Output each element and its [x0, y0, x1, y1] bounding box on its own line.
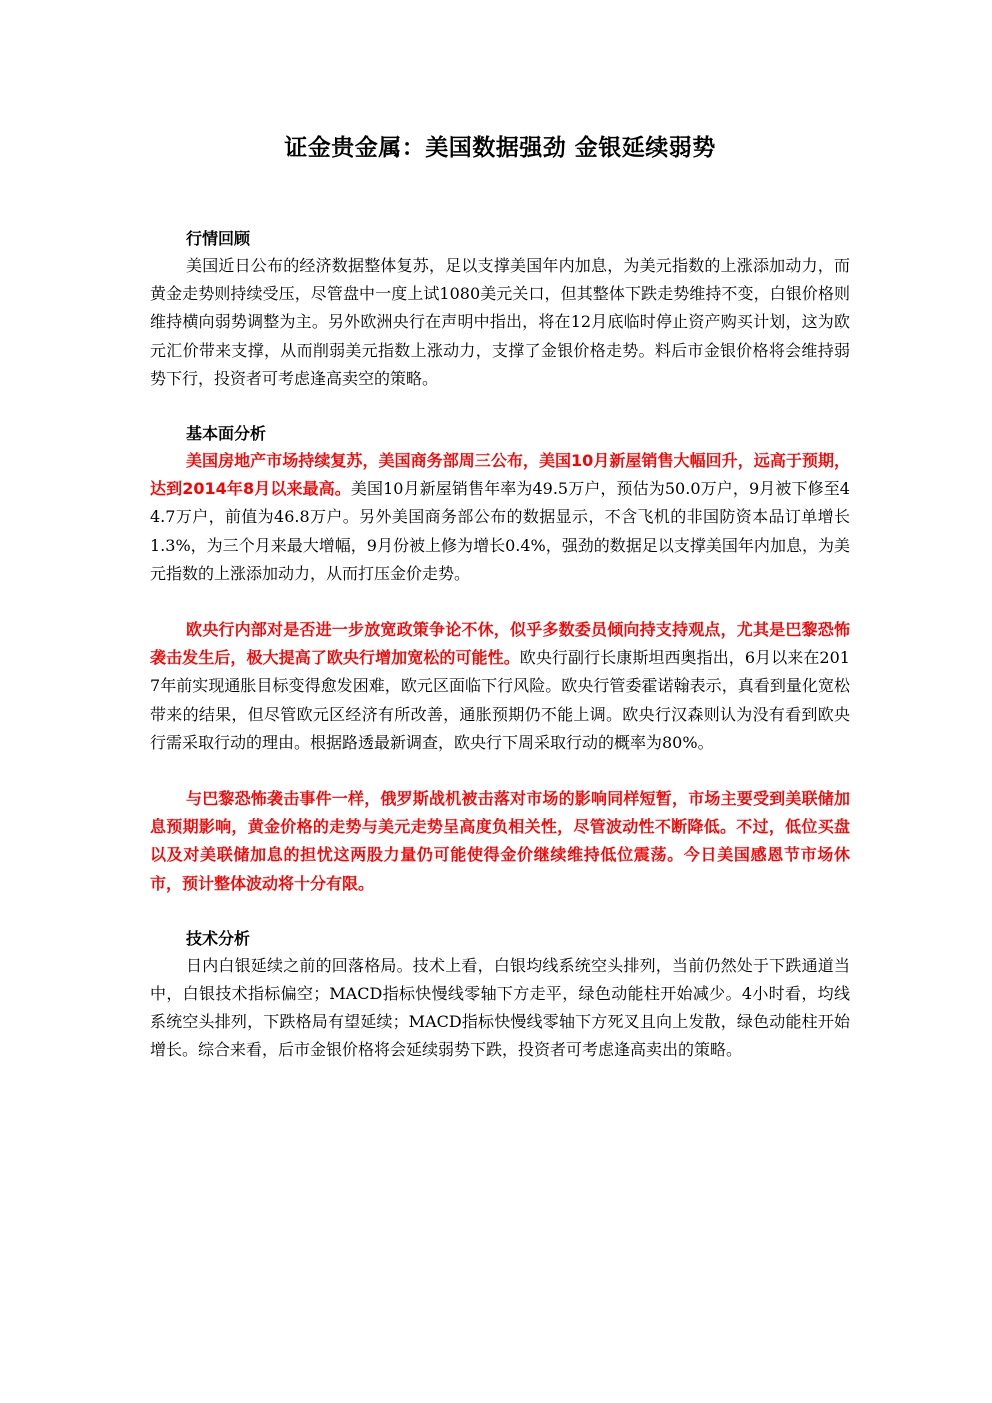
paragraph-highlight: 美国房地产市场持续复苏，美国商务部周三公布，美国10月新屋销售大幅回升，远高于预期，达到2014年8月以来最高。 [150, 451, 850, 499]
paragraph [150, 616, 850, 757]
paragraph-text: 欧央行副行长康斯坦西奥指出，6月以来在2017年前实现通胀目标变得愈发困难，欧元区面临下行风险。欧央行管委霍诺翰表示，真看到量化宽松带来的结果，但尽管欧元区经济有所改善，通胀预期仍不能上调。欧央行汉森则认为没有看到欧央行需采取行动的理由。根据路透最新调查，欧央行下周采取行动的概率为80%。 [150, 648, 850, 752]
paragraph-highlight: 欧央行内部对是否进一步放宽政策争论不休，似乎多数委员倾向持支持观点，尤其是巴黎恐怖袭击发生后，极大提高了欧央行增加宽松的可能性。 [150, 620, 850, 668]
paragraph [150, 252, 850, 393]
section-market-review [150, 226, 850, 393]
spacer [150, 898, 850, 926]
paragraph [150, 447, 850, 588]
paragraph [150, 785, 850, 898]
paragraph-highlight: 与巴黎恐怖袭击事件一样，俄罗斯战机被击落对市场的影响同样短暂，市场主要受到美联储加息预期影响，黄金价格的走势与美元走势呈高度负相关性，尽管波动性不断降低。不过，低位买盘以及对美联储加息的担忧这两股力量仍可能使得金价继续维持低位震荡。今日美国感恩节市场休市，预计整体波动将十分有限。 [150, 789, 850, 893]
spacer [150, 588, 850, 616]
document-page [150, 128, 850, 1065]
paragraph-text: 美国近日公布的经济数据整体复苏，足以支撑美国年内加息，为美元指数的上涨添加动力，而黄金走势则持续受压，尽管盘中一度上试1080美元关口，但其整体下跌走势维持不变，白银价格则维持横向弱势调整为主。另外欧洲央行在声明中指出，将在12月底临时停止资产购买计划，这为欧元汇价带来支撑，从而削弱美元指数上涨动力，支撑了金银价格走势。料后市金银价格将会维持弱势下行，投资者可考虑逢高卖空的策略。 [150, 256, 850, 388]
section-fundamental-analysis [150, 421, 850, 898]
document-title: 证金贵金属：美国数据强劲 金银延续弱势 [284, 135, 716, 161]
spacer [150, 393, 850, 421]
section-technical-analysis [150, 926, 850, 1065]
section-heading: 基本面分析 [186, 424, 267, 444]
paragraph-text: 美国10月新屋销售年率为49.5万户，预估为50.0万户，9月被下修至44.7万户，前值为46.8万户。另外美国商务部公布的数据显示，不含飞机的非国防资本品订单增长1.3%，为三个月来最大增幅，9月份被上修为增长0.4%，强劲的数据足以支撑美国年内加息，为美元指数的上涨添加动力，从而打压金价走势。 [150, 479, 850, 583]
section-heading: 技术分析 [186, 928, 251, 948]
paragraph [150, 952, 850, 1065]
section-heading: 行情回顾 [186, 229, 251, 248]
paragraph-text: 日内白银延续之前的回落格局。技术上看，白银均线系统空头排列，当前仍然处于下跌通道当中，白银技术指标偏空；MACD指标快慢线零轴下方走平，绿色动能柱开始减少。4小时看，均线系统空头排列，下跌格局有望延续；MACD指标快慢线零轴下方死叉且向上发散，绿色动能柱开始增长。综合来看，后市金银价格将会延续弱势下跌，投资者可考虑逢高卖出的策略。 [150, 955, 850, 1060]
spacer [150, 757, 850, 785]
